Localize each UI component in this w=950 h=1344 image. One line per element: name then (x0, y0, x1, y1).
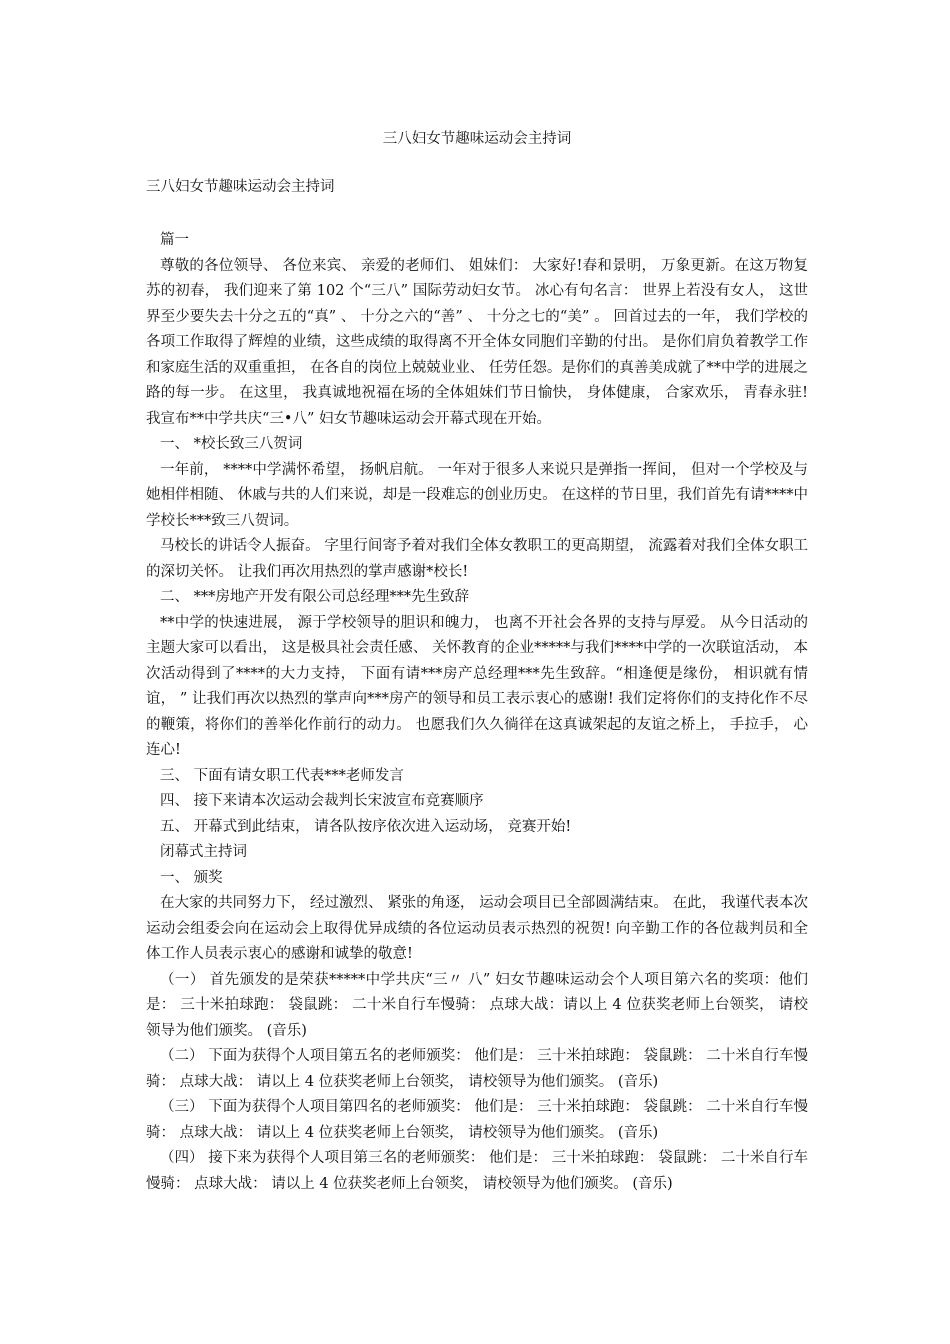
section-heading: 闭幕式主持词 (160, 844, 247, 860)
award-paragraph: （三） 下面为获得个人项目第四名的老师颁奖： 他们是： 三十米拍球跑： 袋鼠跳： 二十米自行车慢骑： 点球大战： 请以上 4 位获奖老师上台领奖， 请校领导为他们颁奖。 (音乐) (146, 1099, 808, 1141)
award-paragraph: （二） 下面为获得个人项目第五名的老师颁奖： 他们是： 三十米拍球跑： 袋鼠跳： 二十米自行车慢骑： 点球大战： 请以上 4 位获奖老师上台领奖， 请校领导为他们颁奖。 (音乐) (146, 1048, 808, 1090)
award-paragraph: （四） 接下来为获得个人项目第三名的老师颁奖： 他们是： 三十米拍球跑： 袋鼠跳： 二十米自行车慢骑： 点球大战： 请以上 4 位获奖老师上台领奖， 请校领导为他们颁奖。 (音乐) (146, 1150, 808, 1192)
section-heading: 一、 *校长致三八贺词 (160, 436, 303, 452)
paragraph: 一年前， ****中学满怀希望， 扬帆启航。 一年对于很多人来说只是弹指一挥间， 但对一个学校及与她相伴相随、 休戚与共的人们来说，却是一段难忘的创业历史。 在这样的节日里，我们首先有请****中学校长***致三八贺词。 (146, 461, 808, 529)
section-heading: 五、 开幕式到此结束， 请各队按序依次进入运动场， 竞赛开始! (160, 818, 572, 835)
paragraph: 马校长的讲话令人振奋。 字里行间寄予着对我们全体女教职工的更高期望， 流露着对我们全体女职工的深切关怀。 让我们再次用热烈的掌声感谢*校长! (146, 538, 808, 580)
section-heading: 四、 接下来请本次运动会裁判长宋波宣布竞赛顺序 (160, 793, 484, 809)
section-heading: 三、 下面有请女职工代表***老师发言 (160, 767, 404, 784)
section-label: 篇一 (160, 232, 189, 248)
document-subtitle: 三八妇女节趣味运动会主持词 (146, 179, 335, 195)
document-body (146, 228, 808, 1197)
paragraph: 在大家的共同努力下， 经过激烈、 紧张的角逐， 运动会项目已全部圆满结束。 在此， 我谨代表本次运动会组委会向在运动会上取得优异成绩的各位运动员表示热烈的祝贺! 向辛勤工作的各位裁判员和全体工作人员表示衷心的感谢和诚挚的敬意! (146, 895, 808, 962)
opening-paragraph: 尊敬的各位领导、 各位来宾、 亲爱的老师们、 姐妹们： 大家好!春和景明， 万象更新。在这万物复苏的初春， 我们迎来了第 102 个“三八” 国际劳动妇女节。 冰心有句名言： 世界上若没有女人， 这世界至少要失去十分之五的“真” 、 十分之六的“善” 、 十分之七的“美” 。 回首过去的一年， 我们学校的各项工作取得了辉煌的业绩，这些成绩的取得离不开全体女同胞们辛勤的付出。 是你们肩负着教学工作和家庭生活的双重重担， 在各自的岗位上兢兢业业、 任劳任怨。是你们的真善美成就了**中学的进展之路的每一步。 在这里， 我真诚地祝福在场的全体姐妹们节日愉快， 身体健康， 合家欢乐， 青春永驻!我宣布**中学共庆“三•八” 妇女节趣味运动会开幕式现在开始。 (146, 257, 808, 427)
section-heading: 一、 颁奖 (160, 869, 223, 886)
section-heading: 二、 ***房地产开发有限公司总经理***先生致辞 (160, 589, 470, 605)
document-title: 三八妇女节趣味运动会主持词 (382, 131, 572, 147)
award-paragraph: （一） 首先颁发的是荣获*****中学共庆“三〃 八” 妇女节趣味运动会个人项目第六名的奖项：他们是： 三十米拍球跑： 袋鼠跳： 二十米自行车慢骑： 点球大战：请以上 4 位获奖老师上台领奖， 请校领导为他们颁奖。 (音乐) (146, 971, 808, 1039)
paragraph: **中学的快速进展， 源于学校领导的胆识和魄力， 也离不开社会各界的支持与厚爱。 从今日活动的主题大家可以看出， 这是极具社会责任感、 关怀教育的企业*****与我们****中学的一次联谊活动， 本次活动得到了****的大力支持， 下面有请***房产总经理***先生致辞。“相逢便是缘份， 相识就有情谊， ” 让我们再次以热烈的掌声向***房产的领导和员工表示衷心的感谢! 我们定将你们的支持化作不尽的鞭策，将你们的善举化作前行的动力。 也愿我们久久徜徉在这真诚架起的友谊之桥上， 手拉手， 心连心! (146, 614, 808, 758)
